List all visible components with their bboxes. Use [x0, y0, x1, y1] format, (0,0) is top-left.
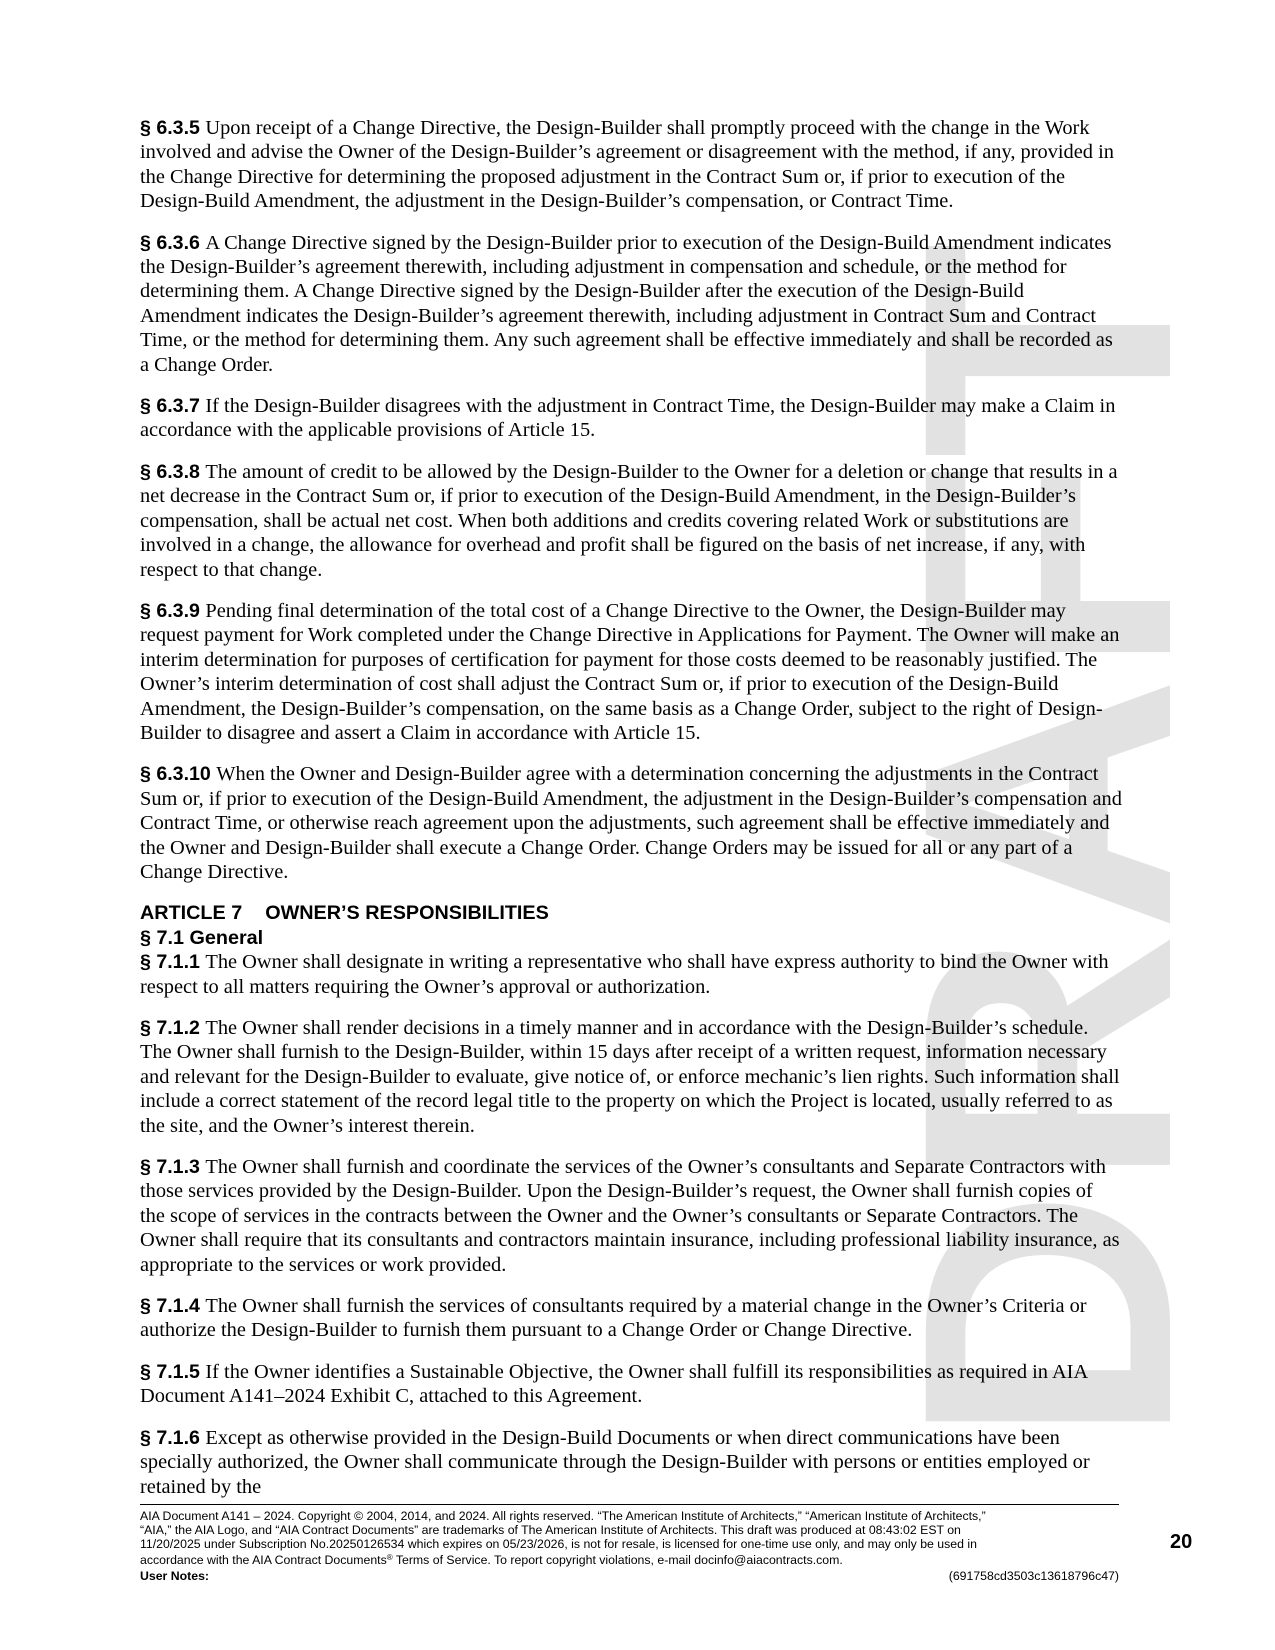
contract-paragraph: § 7.1.4 The Owner shall furnish the services of consultants required by a material change in the Owner’s Criteria or authorize the Design-Builder to furnish them pursuant to a Change Order or Change Directive. — [140, 1295, 1087, 1342]
footer-line: accordance with the AIA Contract Documents® Terms of Service. To report copyright violations, e-mail docinfo@aiacontracts.com. — [140, 1553, 843, 1568]
footer-line: 11/20/2025 under Subscription No.20250126534 which expires on 05/23/2026, is not for resale, is licensed for one-time use only, and may only be used in — [140, 1536, 977, 1551]
contract-paragraph: § 7.1.2 The Owner shall render decisions in a timely manner and in accordance with the Design-Builder’s schedule. The Owner shall furnish to the Design-Builder, within 15 days after receipt of a written request, information necessary and relevant for the Design-Builder to evaluate, give notice of, or enforce mechanic’s lien rights. Such information shall include a correct statement of the record legal title to the property on which the Project is located, usually referred to as the site, and the Owner’s interest therein. — [140, 1017, 1120, 1137]
contract-paragraph: § 7.1.5 If the Owner identifies a Sustainable Objective, the Owner shall fulfill its responsibilities as required in AIA Document A141–2024 Exhibit C, attached to this Agreement. — [140, 1360, 1088, 1408]
contract-paragraph: § 6.3.9 Pending final determination of the total cost of a Change Directive to the Owner, the Design-Builder may request payment for Work completed under the Change Directive in Applications for Payment. The Owner will make an interim determination for purposes of certification for payment for those costs deemed to be reasonably justified. The Owner’s interim determination of cost shall adjust the Contract Sum or, if prior to execution of the Design-Build Amendment, the Design-Builder’s compensation, on the same basis as a Change Order, subject to the right of Design-Builder to disagree and assert a Claim in accordance with Article 15. — [140, 599, 1120, 744]
page-number: 20 — [1170, 1531, 1193, 1553]
section-number: § 6.3.6 — [140, 231, 206, 254]
contract-paragraph: § 7.1.1 The Owner shall designate in writing a representative who shall have express authority to bind the Owner with respect to all matters requiring the Owner’s approval or authorization. — [140, 951, 1109, 998]
user-notes-label: User Notes: — [140, 1569, 210, 1584]
document-hash: (691758cd3503c13618796c47) — [948, 1569, 1119, 1584]
article-title: OWNER’S RESPONSIBILITIES — [265, 902, 549, 925]
footer-line: AIA Document A141 – 2024. Copyright © 2004, 2014, and 2024. All rights reserved. “The American Institute of Architects,” “American Institute of Architects,” — [140, 1509, 986, 1523]
footer-legal-text — [140, 1510, 1119, 1568]
section-number: § 7.1.5 — [140, 1360, 206, 1383]
contract-paragraph: § 6.3.10 When the Owner and Design-Builder agree with a determination concerning the adjustments in the Contract Sum or, if prior to execution of the Design-Build Amendment, the adjustment in the Design-Builder’s compensation and Contract Time, or otherwise reach agreement upon the adjustments, such agreement shall be effective immediately and the Owner and Design-Builder shall execute a Change Order. Change Orders may be issued for all or any part of a Change Directive. — [140, 763, 1122, 883]
section-number: § 7.1.2 — [140, 1017, 206, 1039]
contract-paragraph: § 7.1.3 The Owner shall furnish and coordinate the services of the Owner’s consultants and Separate Contractors with those services provided by the Design-Builder. Upon the Design-Builder’s request, the Owner shall furnish copies of the scope of services in the contracts between the Owner and the Owner’s consultants or Separate Contractors. The Owner shall require that its consultants and contractors maintain insurance, including professional liability insurance, as appropriate to the services or work provided. — [140, 1156, 1120, 1276]
section-number: § 7.1.4 — [140, 1295, 206, 1318]
contract-paragraph: § 6.3.6 A Change Directive signed by the Design-Builder prior to execution of the Design-Build Amendment indicates the Design-Builder’s agreement therewith, including adjustment in compensation and schedule, or the method for determining them. A Change Directive signed by the Design-Builder after the execution of the Design-Build Amendment indicates the Design-Builder’s agreement therewith, including adjustment in Contract Sum and Contract Time, or the method for determining them. Any such agreement shall be effective immediately and shall be recorded as a Change Order. — [140, 231, 1113, 376]
document-body — [140, 116, 1122, 1516]
footer-line: “AIA,” the AIA Logo, and “AIA Contract Documents” are trademarks of The American Institute of Architects. This draft was produced at 08:43:02 EST on — [140, 1522, 961, 1537]
contract-paragraph: § 6.3.5 Upon receipt of a Change Directive, the Design-Builder shall promptly proceed with the change in the Work involved and advise the Owner of the Design-Builder’s agreement or disagreement with the method, if any, provided in the Change Directive for determining the proposed adjustment in the Contract Sum or, if prior to execution of the Design-Build Amendment, the adjustment in the Design-Builder’s compensation, or Contract Time. — [140, 117, 1114, 213]
section-number: § 7.1.3 — [140, 1156, 206, 1179]
section-number: § 6.3.5 — [140, 117, 206, 139]
section-number: § 6.3.10 — [140, 763, 217, 786]
registered-mark: ® — [386, 1553, 393, 1563]
page-footer — [140, 1504, 1119, 1584]
contract-paragraph: § 6.3.8 The amount of credit to be allowed by the Design-Builder to the Owner for a deletion or change that results in a net decrease in the Contract Sum or, if prior to execution of the Design-Build Amendment, in the Design-Builder’s compensation, shall be actual net cost. When both additions and credits covering related Work or substitutions are involved in a change, the allowance for overhead and profit shall be figured on the basis of net increase, if any, with respect to that change. — [140, 460, 1118, 581]
section-heading: § 7.1 General — [140, 926, 264, 949]
section-number: § 6.3.7 — [140, 395, 206, 418]
section-number: § 7.1.6 — [140, 1426, 206, 1449]
contract-paragraph: § 6.3.7 If the Design-Builder disagrees with the adjustment in Contract Time, the Design-Builder may make a Claim in accordance with the applicable provisions of Article 15. — [140, 395, 1116, 442]
article-heading — [140, 901, 1122, 925]
section-number: § 6.3.9 — [140, 599, 206, 622]
footer-notes-row — [140, 1570, 1119, 1584]
article-number: ARTICLE 7 — [140, 902, 243, 925]
contract-paragraph: § 7.1.6 Except as otherwise provided in the Design-Build Documents or when direct communications have been specially authorized, the Owner shall communicate through the Design-Builder with persons or entities employed or retained by the — [140, 1426, 1090, 1498]
section-number: § 6.3.8 — [140, 460, 206, 483]
section-number: § 7.1.1 — [140, 951, 206, 974]
draft-watermark: DRAFT — [850, 242, 1246, 1445]
